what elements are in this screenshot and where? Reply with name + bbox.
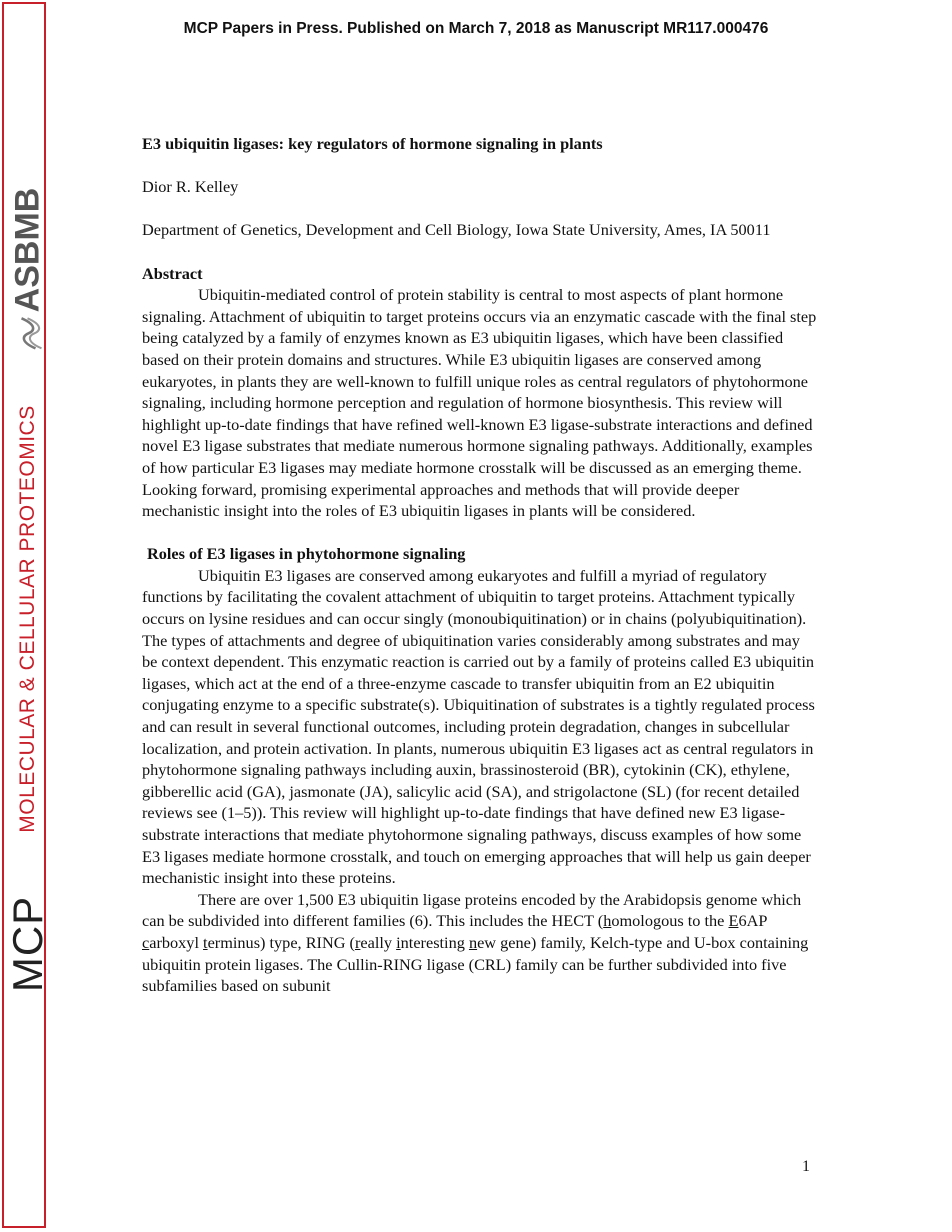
- asbmb-logo-text: ASBMB: [8, 187, 47, 313]
- abstract-text: Ubiquitin-mediated control of protein stability is central to most aspects of plant hormone signaling. Attachment of ubiquitin to target proteins occurs via an enzymatic cascade with the final step being catalyzed by a family of enzymes known as E3 ubiquitin ligases, which have been classified based on their protein domains and structures. While E3 ubiquitin ligases are conserved among eukaryotes, in plants they are well-known to fulfill unique roles as central regulators of phytohormone signaling, including hormone perception and regulation of hormone biosynthesis. This review will highlight up-to-date findings that have refined well-known E3 ligase-substrate interactions and defined novel E3 ligase substrates that mediate numerous hormone signaling pathways. Additionally, examples of how particular E3 ligases may mediate hormone crosstalk will be discussed as an emerging theme. Looking forward, promising experimental approaches and methods that will provide deeper mechanistic insight into the roles of E3 ubiquitin ligases in plants will be considered.: [142, 285, 817, 521]
- affiliation: Department of Genetics, Development and Cell Biology, Iowa State University, Ames, IA 50011: [142, 220, 771, 240]
- abstract-heading: Abstract: [142, 263, 203, 283]
- mcp-logo: MCP: [4, 895, 51, 993]
- journal-sidebar: [2, 2, 51, 1228]
- asbmb-swirl-icon: [13, 316, 43, 350]
- article-title: E3 ubiquitin ligases: key regulators of hormone signaling in plants: [142, 134, 603, 153]
- paragraph-1: Ubiquitin E3 ligases are conserved among eukaryotes and fulfill a myriad of regulatory functions by facilitating the covalent attachment of ubiquitin to target proteins. Attachment typically occurs on lysine residues and can occur singly (monoubiquitination) or in chains (polyubiquitination). The types of attachments and degree of ubiquitination varies considerably among substrates and may be context dependent. This enzymatic reaction is carried out by a family of proteins called E3 ubiquitin ligases, which act at the end of a three-enzyme cascade to transfer ubiquitin from an E2 ubiquitin conjugating enzyme to a specific substrate(s). Ubiquitination of substrates is a tightly regulated process and can result in several functional outcomes, including protein degradation, changes in subcellular localization, and protein activation. In plants, numerous ubiquitin E3 ligases act as central regulators in phytohormone signaling pathways including auxin, brassinosteroid (BR), cytokinin (CK), ethylene, gibberellic acid (GA), jasmonate (JA), salicylic acid (SA), and strigolactone (SL) (for recent detailed reviews see (1–5)). This review will highlight up-to-date findings that have defined new E3 ligase-substrate interactions that mediate phytohormone signaling pathways, discuss examples of how some E3 ligases mediate hormone crosstalk, and touch on emerging approaches that will help us gain deeper mechanistic insight into these proteins.: [142, 565, 815, 888]
- journal-name: MOLECULAR & CELLULAR PROTEOMICS: [16, 405, 39, 833]
- author: Dior R. Kelley: [142, 177, 239, 197]
- asbmb-logo: [9, 188, 48, 351]
- paragraph-2: There are over 1,500 E3 ubiquitin ligase proteins encoded by the Arabidopsis genome which can be subdivided into different families (6). This includes the HECT (homologous to the E6AP carboxyl terminus) type, RING (really interesting new gene) family, Kelch-type and U-box containing ubiquitin protein ligases. The Cullin-RING ligase (CRL) family can be further subdivided into five subfamilies based on subunit: [142, 889, 809, 996]
- page-number: 1: [802, 1158, 810, 1175]
- press-header: MCP Papers in Press. Published on March 7, 2018 as Manuscript MR117.000476: [183, 20, 769, 37]
- article-body: [142, 133, 817, 997]
- section-heading: Roles of E3 ligases in phytohormone signaling: [147, 544, 466, 564]
